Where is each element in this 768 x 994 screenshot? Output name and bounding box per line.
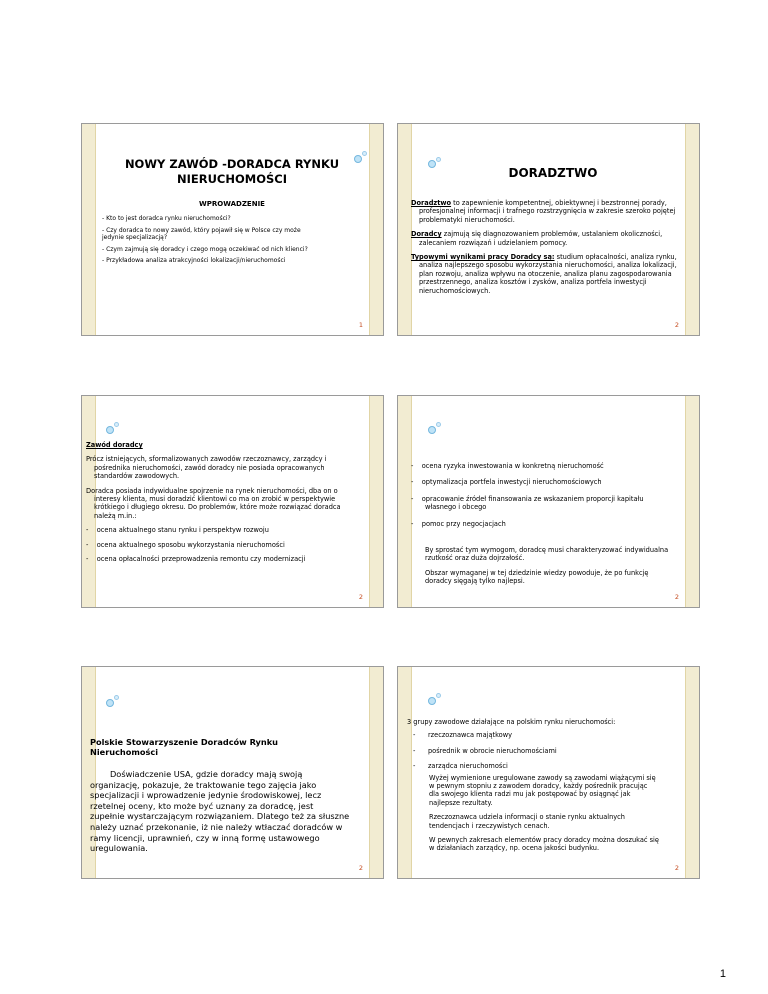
slide-1	[81, 123, 384, 336]
bubble-small-icon	[436, 157, 441, 162]
list-item: - Przykładowa analiza atrakcyjności lokalizacji/nieruchomości	[102, 257, 286, 265]
slide-body	[407, 718, 685, 853]
paragraph	[411, 199, 683, 224]
slide-title: DORADZTWO	[508, 166, 598, 180]
intro-list	[102, 215, 317, 265]
slide-left-bar	[398, 396, 412, 607]
paragraph: W pewnych zakresach elementów pracy doradcy można doszukać się w działaniach zarządcy, np. ocena jakości budynku.	[429, 836, 659, 853]
paragraph	[411, 253, 683, 295]
list-item: - rzeczoznawca majątkowy	[413, 731, 512, 740]
paragraph: Rzeczoznawca udziela informacji o stanie rynku aktualnych tendencjach i rzeczywistych cenach.	[429, 813, 625, 830]
list-item: - Kto to jest doradca rynku nieruchomości?	[102, 215, 231, 222]
slide-right-bar	[685, 124, 699, 335]
bubble-small-icon	[362, 151, 367, 156]
term: Doradcy	[411, 230, 442, 239]
bubble-icon	[428, 697, 436, 705]
slide-body	[411, 199, 683, 295]
list-item-text: rzeczoznawca majątkowy	[427, 731, 512, 740]
slide-body	[411, 462, 671, 586]
slide-right-bar	[685, 667, 699, 878]
paragraph-text: studium opłacalności, analiza rynku, analiza najlepszego sposobu wykorzystania nieruchomości, analiza lokalizacji, plan rozwoju, analiza wpływu na otoczenie, analiza planu zagospodarowania przestrzennego, analiza kosztów i zysków, analiza portfela inwestycji nieruchomościowych.	[419, 253, 677, 295]
slide-right-bar	[369, 124, 383, 335]
slide-subtitle: WPROWADZENIE	[199, 200, 265, 208]
list-item: - optymalizacja portfela inwestycji nieruchomościowych	[411, 478, 602, 487]
slide-4	[397, 395, 700, 608]
list-item: - pomoc przy negocjacjach	[411, 519, 506, 528]
list-item-text: opracowanie źródeł finansowania ze wskazaniem proporcji kapitału własnego i obcego	[421, 494, 644, 512]
list-item: - Czy doradca to nowy zawód, który pojawił się w Polsce czy może jedynie specjalizacją?	[102, 226, 301, 242]
paragraph: By sprostać tym wymogom, doradcę musi charakteryzować indywidualna rzutkość oraz duża dojrzałość.	[425, 546, 669, 563]
list-item-text: ocena aktualnego sposobu wykorzystania nieruchomości	[96, 540, 285, 549]
list-item: - zarządca nieruchomości	[413, 762, 508, 771]
list-item-text: zarządca nieruchomości	[427, 762, 508, 771]
slide-number: 2	[674, 864, 679, 872]
slide-heading: Polskie Stowarzyszenie Doradców Rynku Nieruchomości	[90, 737, 278, 758]
slide-body: Doświadczenie USA, gdzie doradcy mają swoją organizację, pokazuje, że traktowanie tego zajęcia jako specjalizacji i wprowadzenie jedynie środowiskowej, lecz rzetelnej oceny, kto może być uznany za doradcę, jest zupełnie wystarczającym rozwiązaniem. Dlatego też za słuszne należy uznać przekonanie, iż nie należy wtłaczać doradców w ramy licencji, uprawnień, czy w inną formę ustawowego uregulowania.	[90, 769, 350, 854]
paragraph: Wyżej wymienione uregulowane zawody są zawodami wiążącymi się w pewnym stopniu z zawodem doradcy, każdy pośrednik pracując dla swojego klienta radzi mu jak postępować by osiągnąć jak najlepsze rezultaty.	[429, 773, 656, 807]
list-item-text: pośrednik w obrocie nieruchomościami	[427, 746, 557, 755]
slide-number: 2	[358, 864, 363, 872]
paragraph	[411, 230, 683, 247]
bubble-small-icon	[436, 422, 441, 427]
term: Typowymi wynikami pracy Doradcy są:	[411, 253, 555, 262]
list-item: - ocena opłacalności przeprowadzenia remontu czy modernizacji	[86, 555, 306, 564]
list-item: - Czym zajmują się doradcy i czego mogą oczekiwać od nich klienci?	[102, 245, 308, 253]
slide-2	[397, 123, 700, 336]
list-item-text: ocena opłacalności przeprowadzenia remontu czy modernizacji	[96, 555, 306, 564]
term: Doradztwo	[411, 199, 452, 207]
slide-body	[86, 441, 364, 563]
list-item-text: ocena aktualnego stanu rynku i perspektyw rozwoju	[96, 526, 269, 535]
list-item-text: ocena ryzyka inwestowania w konkretną nieruchomość	[421, 462, 604, 470]
bubble-icon	[106, 699, 114, 707]
list-item: - ocena aktualnego stanu rynku i perspektyw rozwoju	[86, 526, 269, 535]
bubble-small-icon	[436, 693, 441, 698]
slide-heading: Zawód doradcy	[86, 441, 143, 449]
paragraph-text: to zapewnienie kompetentnej, obiektywnej i bezstronnej porady, profesjonalnej informacji i trafnego rozstrzygnięcia w zakresie szeroko pojętej problematyki nieruchomości.	[419, 199, 676, 224]
list-item-text: optymalizacja portfela inwestycji nieruchomościowych	[421, 478, 602, 487]
slide-right-bar	[369, 667, 383, 878]
bubble-small-icon	[114, 422, 119, 427]
bubble-icon	[428, 426, 436, 434]
paragraph: Doradca posiada indywidualne spojrzenie na rynek nieruchomości, dba on o interesy klienta, musi doradzić klientowi co ma on zrobić w perspektywie krótkiego i długiego okresu. Do problemów, które może rozwiązać doradca należą m.in.:	[86, 486, 341, 520]
slide-number: 1	[358, 321, 363, 329]
slide-6	[397, 666, 700, 879]
list-item: - ocena ryzyka inwestowania w konkretną nieruchomość	[411, 462, 604, 470]
list-item: - ocena aktualnego sposobu wykorzystania nieruchomości	[86, 540, 285, 549]
slide-number: 2	[358, 593, 363, 601]
list-item: - pośrednik w obrocie nieruchomościami	[413, 746, 557, 755]
page-number: 1	[719, 968, 726, 980]
list-item-text: pomoc przy negocjacjach	[421, 519, 506, 528]
paragraph: Obszar wymaganej w tej dziedzinie wiedzy powoduje, że po funkcję doradcy sięgają tylko najlepsi.	[425, 568, 649, 586]
slide-5	[81, 666, 384, 879]
slide-right-bar	[685, 396, 699, 607]
paragraph-text: zajmują się diagnozowaniem problemów, ustalaniem okoliczności, zalecaniem rozwiązań i udzielaniem pomocy.	[419, 230, 663, 247]
slide-left-bar	[398, 124, 412, 335]
slide-title: NOWY ZAWÓD -DORADCA RYNKU NIERUCHOMOŚCI	[124, 157, 340, 186]
paragraph: 3 grupy zawodowe działające na polskim rynku nieruchomości:	[407, 718, 616, 726]
bubble-icon	[106, 426, 114, 434]
list-item: - opracowanie źródeł finansowania ze wskazaniem proporcji kapitału własnego i obcego	[411, 494, 644, 512]
bubble-small-icon	[114, 695, 119, 700]
paragraph: Prócz istniejących, sformalizowanych zawodów rzeczoznawcy, zarządcy i pośrednika nieruchomości, zawód doradcy nie posiada opracowanych standardów zawodowych.	[86, 455, 327, 481]
slide-right-bar	[369, 396, 383, 607]
slide-3	[81, 395, 384, 608]
slide-left-bar	[82, 124, 96, 335]
slide-number: 2	[674, 593, 679, 601]
slide-number: 2	[674, 321, 679, 329]
